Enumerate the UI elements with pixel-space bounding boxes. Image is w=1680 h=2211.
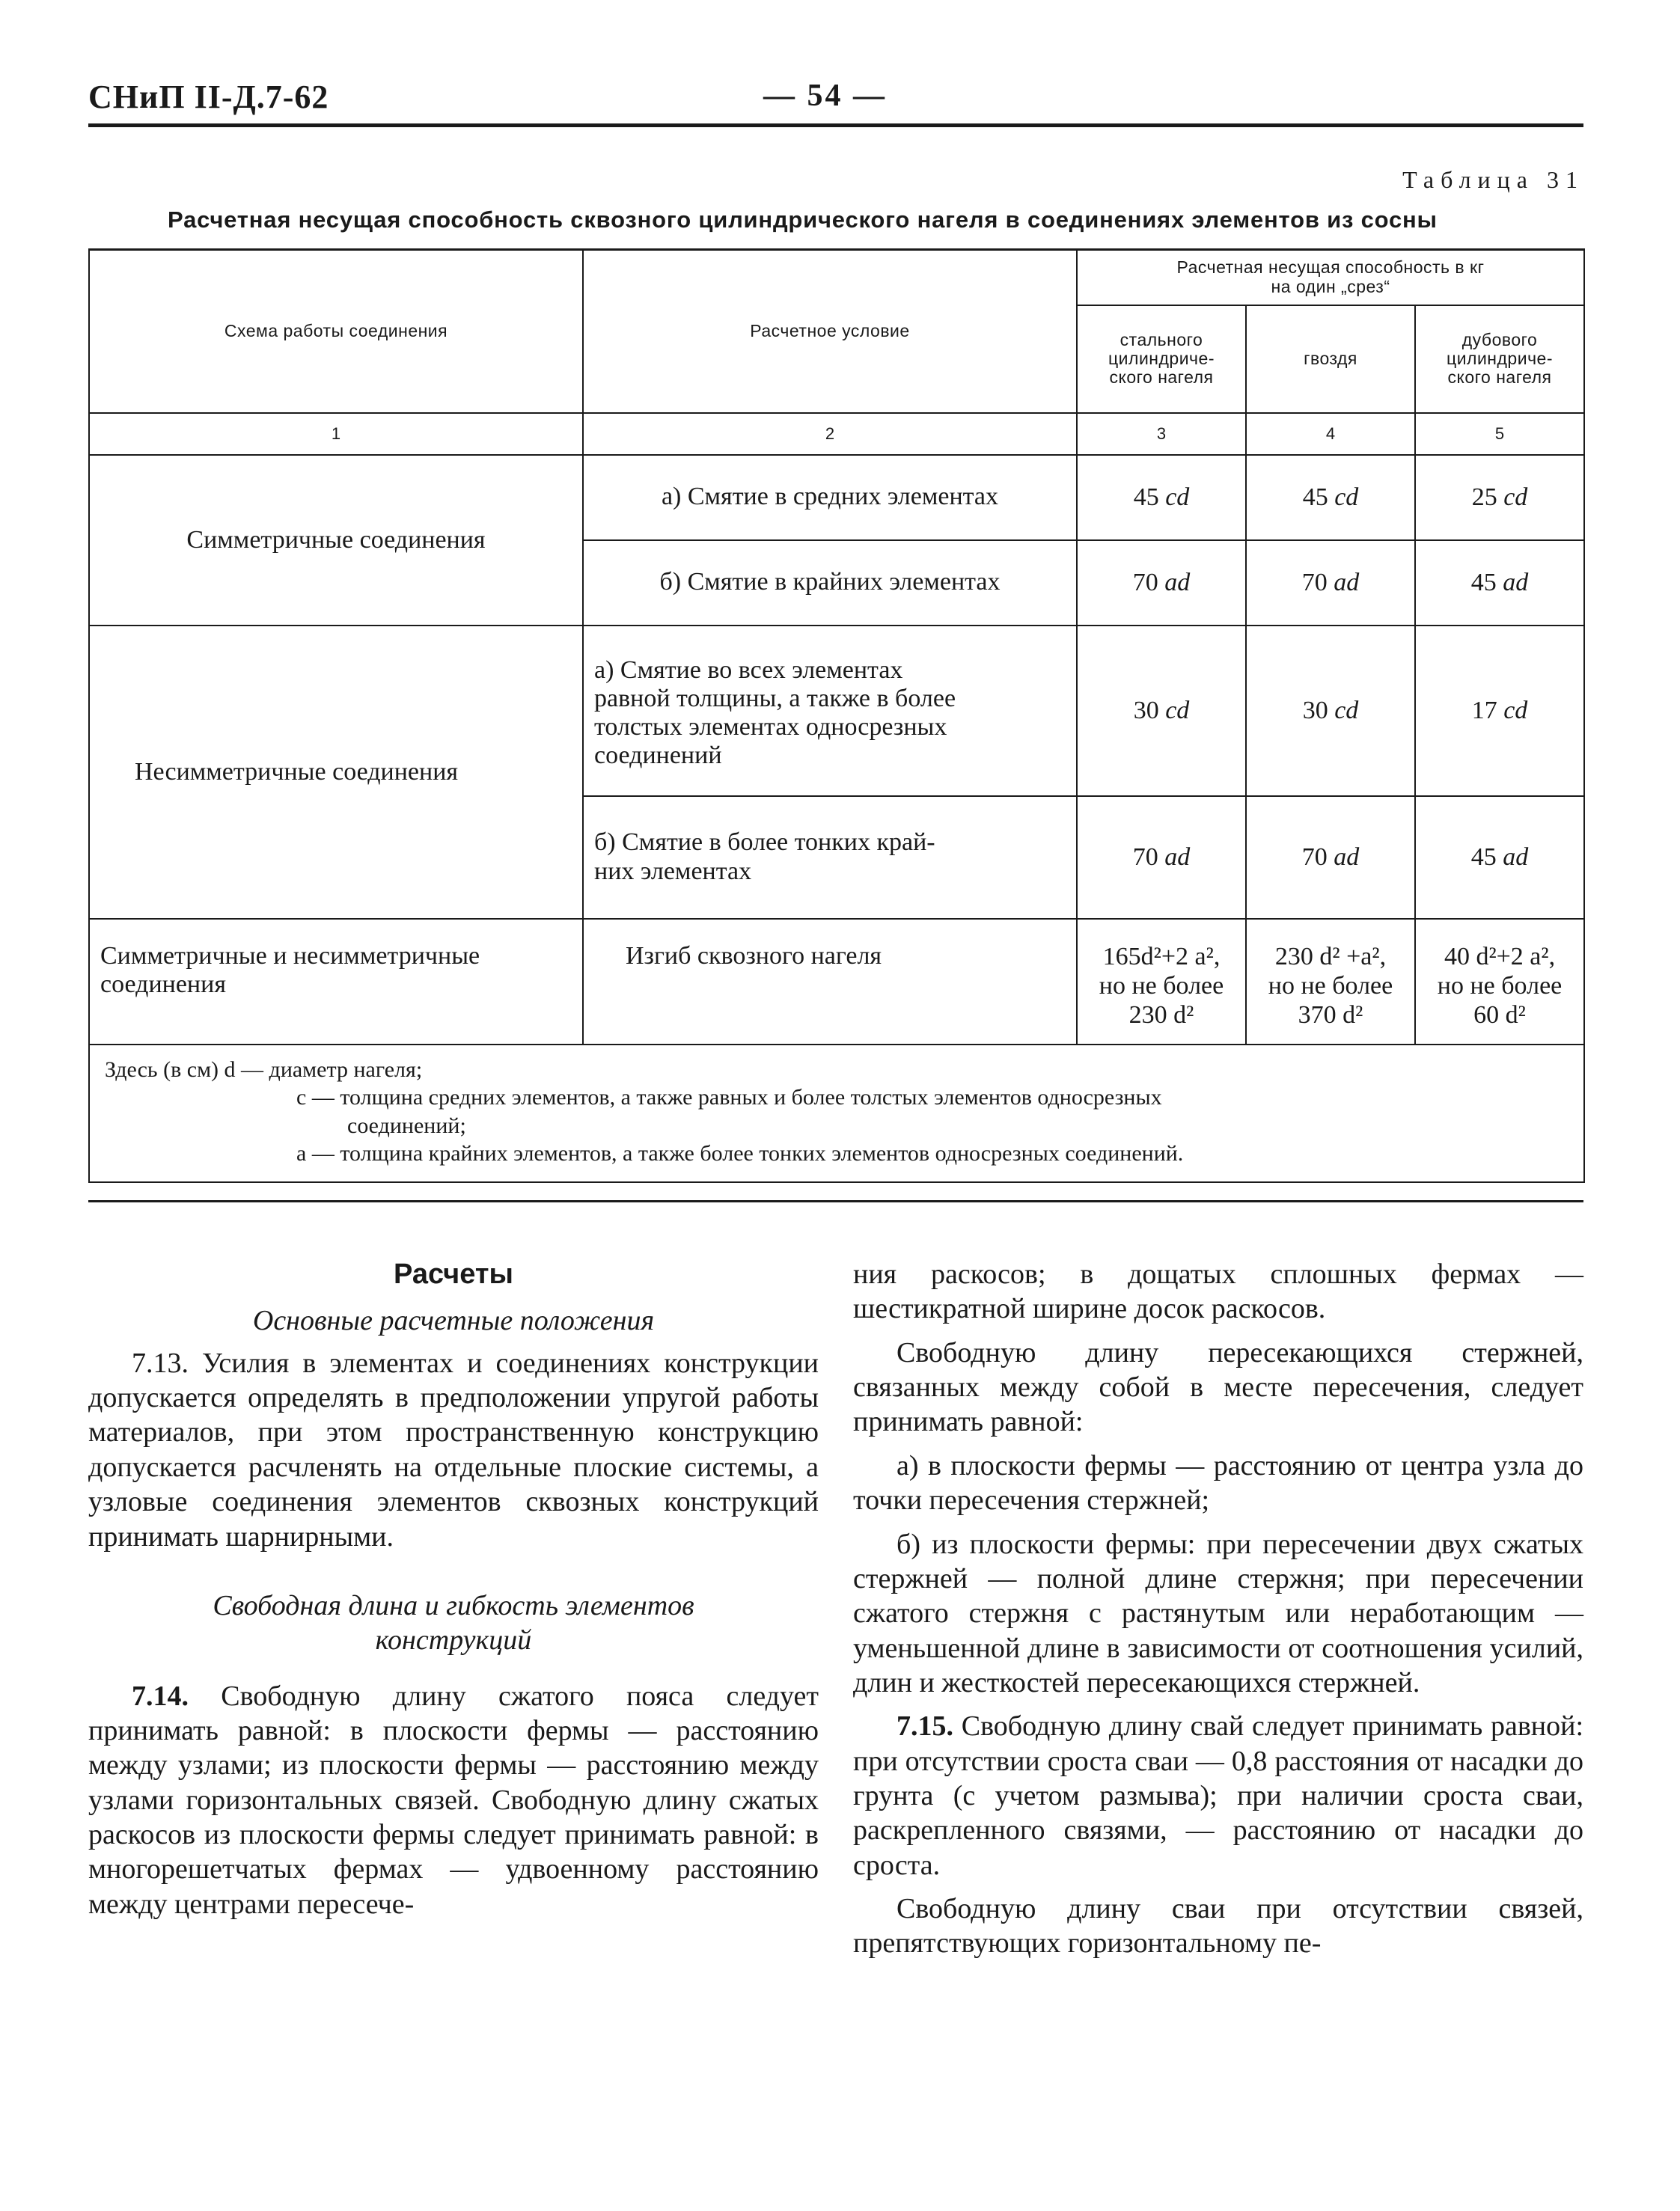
right-column [853,1257,1583,1970]
paragraph: б) из плоскости фермы: при пересечении двух сжатых стержней — полной длине стержня; при пересечении сжатого стержня с растянутым или неработающим — уменьшенной длине в зависимости от соотношения усилий, длин и жесткостей пересекающихся стержней. [853,1528,1583,1698]
paragraph-7-13 [88,1346,819,1554]
subsection-heading [88,1588,819,1658]
document-code: СНиП II-Д.7-62 [88,79,329,115]
column-number: 2 [583,413,1077,455]
header-capacity-group [1077,250,1584,305]
column-number-row [89,413,1584,455]
note-line: соединений; [347,1113,466,1138]
page-number: — 54 — [763,79,887,113]
paragraph-text: Усилия в элементах и соединениях конструкции допускается определять в предположении упругой работы материалов, при этом пространственную конструкцию допускается расчленять на отдельные плоские системы, а узловые соединения элементов сквозных конструкций принимать шарнирными. [88,1347,819,1553]
header-capacity-line: на один „срез“ [1271,276,1390,296]
table-notes [89,1045,1584,1182]
subsection-heading: Основные расчетные положения [252,1305,655,1337]
value-cell [1246,626,1415,796]
paragraph: а) в плоскости фермы — расстоянию от центра узла до точки пересечения стержней; [853,1449,1583,1517]
condition-line: них элементах [594,857,752,885]
value-number: 17 [1471,696,1497,724]
formula-line: 60 d² [1473,1000,1526,1029]
table-bottom-rule [88,1200,1583,1202]
formula-line: 230 d² +a², [1274,942,1387,970]
value-number: 70 [1132,568,1158,596]
value-variable: ad [1503,568,1529,596]
condition-line: б) Смятие в более тонких край- [594,828,935,857]
formula-line: но не более [1268,971,1393,1000]
header-rule [88,123,1583,127]
condition-cell: Изгиб сквозного нагеля [583,919,1077,1045]
header-steel-dowel [1077,305,1246,413]
value-variable: cd [1165,696,1190,724]
header-capacity-line: Расчетная несущая способность в кг [1176,257,1485,278]
note-line: а — толщина крайних элементов, а также более тонких элементов односрезных соединений. [296,1141,1184,1166]
value-number: 70 [1301,568,1328,596]
note-line: с — толщина средних элементов, а также равных и более толстых элементов односрезных [296,1085,1162,1110]
row-label-both [89,919,583,1045]
capacity-table [88,248,1585,1183]
value-cell [1415,919,1584,1045]
table-header-row [89,250,1584,305]
value-cell [1077,626,1246,796]
value-variable: ad [1164,568,1191,596]
left-column [88,1257,819,1930]
value-number: 45 [1133,483,1159,511]
header-condition: Расчетное условие [583,250,1077,413]
header-line: цилиндриче- [1447,348,1553,368]
value-number: 25 [1471,483,1497,511]
column-number: 4 [1246,413,1415,455]
heading-line: конструкций [375,1624,532,1657]
formula-line: 230 d² [1128,1000,1194,1029]
value-cell [1077,796,1246,919]
clause-number: 7.13. [132,1347,189,1379]
column-number: 3 [1077,413,1246,455]
formula-line: 40 d²+2 a², [1444,942,1556,970]
formula-line: но не более [1437,971,1563,1000]
value-variable: cd [1334,696,1359,724]
value-variable: ad [1334,842,1360,871]
header-oak-dowel [1415,305,1584,413]
value-cell [1415,455,1584,540]
section-heading: Расчеты [394,1259,513,1290]
condition-cell: а) Смятие в средних элементах [583,455,1077,540]
value-number: 70 [1132,842,1158,871]
value-variable: ad [1334,568,1360,596]
value-cell [1077,919,1246,1045]
column-number: 1 [89,413,583,455]
value-variable: cd [1334,483,1359,511]
value-variable: ad [1164,842,1191,871]
value-variable: cd [1165,483,1190,511]
value-cell [1415,796,1584,919]
formula-line: но не более [1099,971,1224,1000]
paragraph-text: Свободную длину сжатого пояса следует принимать равной: в плоскости фермы — расстоянию между узлами; из плоскости фермы — расстоянию между узлами горизонтальных связей. Свободную длину сжатых раскосов из плоскости фермы следует принимать равной: в многорешетчатых фермах — удвоенному расстоянию между центрами пересече- [88,1680,819,1920]
clause-number: 7.15. [896,1710,953,1743]
paragraph: Свободную длину пересекающихся стержней, связанных между собой в месте пересечения, следует принимать равной: [853,1336,1583,1438]
table-row [89,455,1584,540]
condition-cell [583,626,1077,796]
value-variable: ad [1503,842,1529,871]
value-cell [1415,626,1584,796]
condition-cell: б) Смятие в крайних элементах [583,540,1077,626]
paragraph-continuation: ния раскосов; в дощатых сплошных фермах — шестикратной ширине досок раскосов. [853,1259,1583,1325]
table-title: Расчетная несущая способность сквозного цилиндрического нагеля в соединениях элементов из сосны [168,207,1438,233]
row-label-line: Симметричные и несимметричные [100,941,480,970]
heading-line: Свободная длина и гибкость элементов [213,1589,694,1621]
value-cell [1246,796,1415,919]
header-line: ского нагеля [1109,367,1214,388]
table-row [89,626,1584,796]
value-cell [1077,540,1246,626]
value-cell [1246,540,1415,626]
condition-line: а) Смятие во всех элементах [594,655,903,684]
condition-line: равной толщины, а также в более [594,684,956,712]
header-line: ского нагеля [1447,367,1552,388]
value-number: 45 [1302,483,1328,511]
row-label-symmetric: Симметричные соединения [89,455,583,626]
column-number: 5 [1415,413,1584,455]
value-number: 45 [1470,842,1497,871]
header-line: дубового [1461,329,1538,349]
paragraph-7-14 [88,1679,819,1922]
value-cell [1246,919,1415,1045]
value-variable: cd [1503,483,1528,511]
note-line: Здесь (в см) d — диаметр нагеля; [105,1056,423,1082]
header-line: цилиндриче- [1108,348,1215,368]
header-line: стального [1120,329,1203,349]
condition-line: соединений [594,741,722,769]
value-cell [1246,455,1415,540]
value-number: 30 [1302,696,1328,724]
table-row [89,919,1584,1045]
paragraph-7-15 [853,1709,1583,1883]
value-cell [1077,455,1246,540]
paragraph: Свободную длину сваи при отсутствии связей, препятствующих горизонтальному пе- [853,1893,1583,1960]
formula-line: 165d²+2 a², [1102,942,1221,970]
clause-number: 7.14. [132,1680,189,1712]
condition-line: толстых элементах односрезных [594,712,947,741]
value-number: 30 [1133,696,1159,724]
formula-line: 370 d² [1298,1000,1363,1029]
table-label: Таблица 31 [1402,166,1584,193]
notes-row [89,1045,1584,1182]
value-variable: cd [1503,696,1528,724]
row-label-line: соединения [100,970,226,998]
value-number: 70 [1301,842,1328,871]
value-number: 45 [1470,568,1497,596]
spacer [88,1563,819,1588]
value-cell [1415,540,1584,626]
row-label-asymmetric: Несимметричные соединения [89,626,583,919]
header-scheme: Схема работы соединения [89,250,583,413]
header-nail: гвоздя [1246,305,1415,413]
paragraph-text: Свободную длину свай следует принимать равной: при отсутствии сроста сваи — 0,8 расстояния от насадки до грунта (с учетом размыва); при наличии сроста сваи, раскрепленного связями, — расстоянию от насадки до сроста. [853,1710,1583,1881]
condition-cell [583,796,1077,919]
